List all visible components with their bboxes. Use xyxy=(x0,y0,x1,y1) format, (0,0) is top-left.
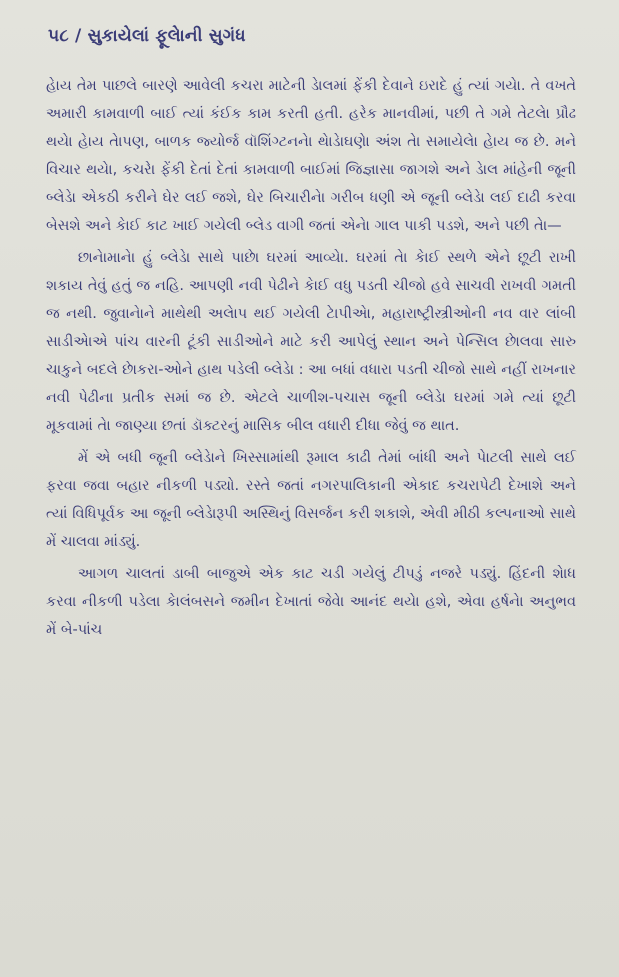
paragraph-3: મેં એ બધી જૂની બ્લેડેાને ખિસ્સામાંથી રૂમાલ કાઢી તેમાં બાંધી અને પેાટલી સાથે લઈ ફરવા જવા બહાર નીકળી પડ્યો. રસ્તે જતાં નગરપાલિકાની એકાદ કચરાપેટી દેખાશે અને ત્યાં વિધિપૂર્વક આ જૂની બ્લેડેારૂપી અસ્થિનું વિસર્જન કરી શકાશે, એવી મીઠી કલ્પનાઓ સાથે મેં ચાલવા માંડ્યું. xyxy=(46,450,576,550)
paragraph-1: હેાય તેમ પાછલે બારણે આવેલી કચરા માટેની ડેાલમાં ફેંકી દેવાને ઇરાદે હું ત્યાં ગયેા. તે વખતે અમારી કામવાળી બાઈ ત્યાં કંઈક કામ કરતી હતી. હરેક માનવીમાં, પછી તે ગમે તેટલેા પ્રૌઢ થયેા હેાય તેાપણ, બાળક જ્યોર્જ વૉશિંગ્ટનનેા થેાડેાઘણેા અંશ તેા સમાયેલેા હેાય જ છે. મને વિચાર થયેા, કચરેા ફેંકી દેતાં દેતાં કામવાળી બાઈમાં જિજ્ઞાસા જાગશે અને ડેાલ માંહેની જૂની બ્લેડેા એકઠી કરીને ઘેર લઈ જશે, ઘેર બિચારીનેા ગરીબ ધણી એ જૂની બ્લેડેા લઈ દાઢી કરવા બેસશે અને કેાઈ કાટ ખાઈ ગયેલી બ્લેડ વાગી જતાં એનેા ગાલ પાકી પડશે, અને પછી તેા— xyxy=(46,78,576,234)
paragraph-4: આગળ ચાલતાં ડાબી બાજુએ એક કાટ ચડી ગયેલું ટીપડું નજરે પડ્યું. હિંદની શેાધ કરવા નીકળી પડેલા કેાલંબસને જમીન દેખાતાં જેવેા આનંદ થયેા હશે, એવા હર્ષનેા અનુભવ મેં બે-પાંચ xyxy=(46,566,576,638)
paragraph-2: છાનેામાનેા હું બ્લેડેા સાથે પાછેા ઘરમાં આવ્યેા. ઘરમાં તેા કેાઈ સ્થળે એને છૂટી રાખી શકાય તેવું હતું જ નહિ. આપણી નવી પેઢીને કેાઈ વધુ પડતી ચીજો હવે સાચવી રાખવી ગમતી જ નથી. જુવાનેાને માથેથી અલેાપ થઈ ગયેલી ટેાપીએા, મહારાષ્ટ્રીસ્ત્રીઓની નવ વાર લાંબી સાડીએાએ પાંચ વારની ટૂંકી સાડીઓને માટે કરી આપેલું સ્થાન અને પેન્સિલ છેાલવા સારુ ચાકુને બદલે છેાકરા-ઓને હાથ પડેલી બ્લેડેા : આ બધાં વધારા પડતી ચીજો સાથે નહીં રાખનાર નવી પેઢીના પ્રતીક સમાં જ છે. એટલે ચાળીશ-પચાસ જૂની બ્લેડેા ઘરમાં ગમે ત્યાં છૂટી મૂકવામાં તેા જાણ્યા છતાં ડૉક્ટરનું માસિક બીલ વધારી દીધા જેવું જ થાત. xyxy=(46,250,576,434)
running-head: ૫૮ / સુકાયેલાં ફૂલેાની સુગંધ xyxy=(48,26,246,46)
page-body xyxy=(46,72,576,648)
